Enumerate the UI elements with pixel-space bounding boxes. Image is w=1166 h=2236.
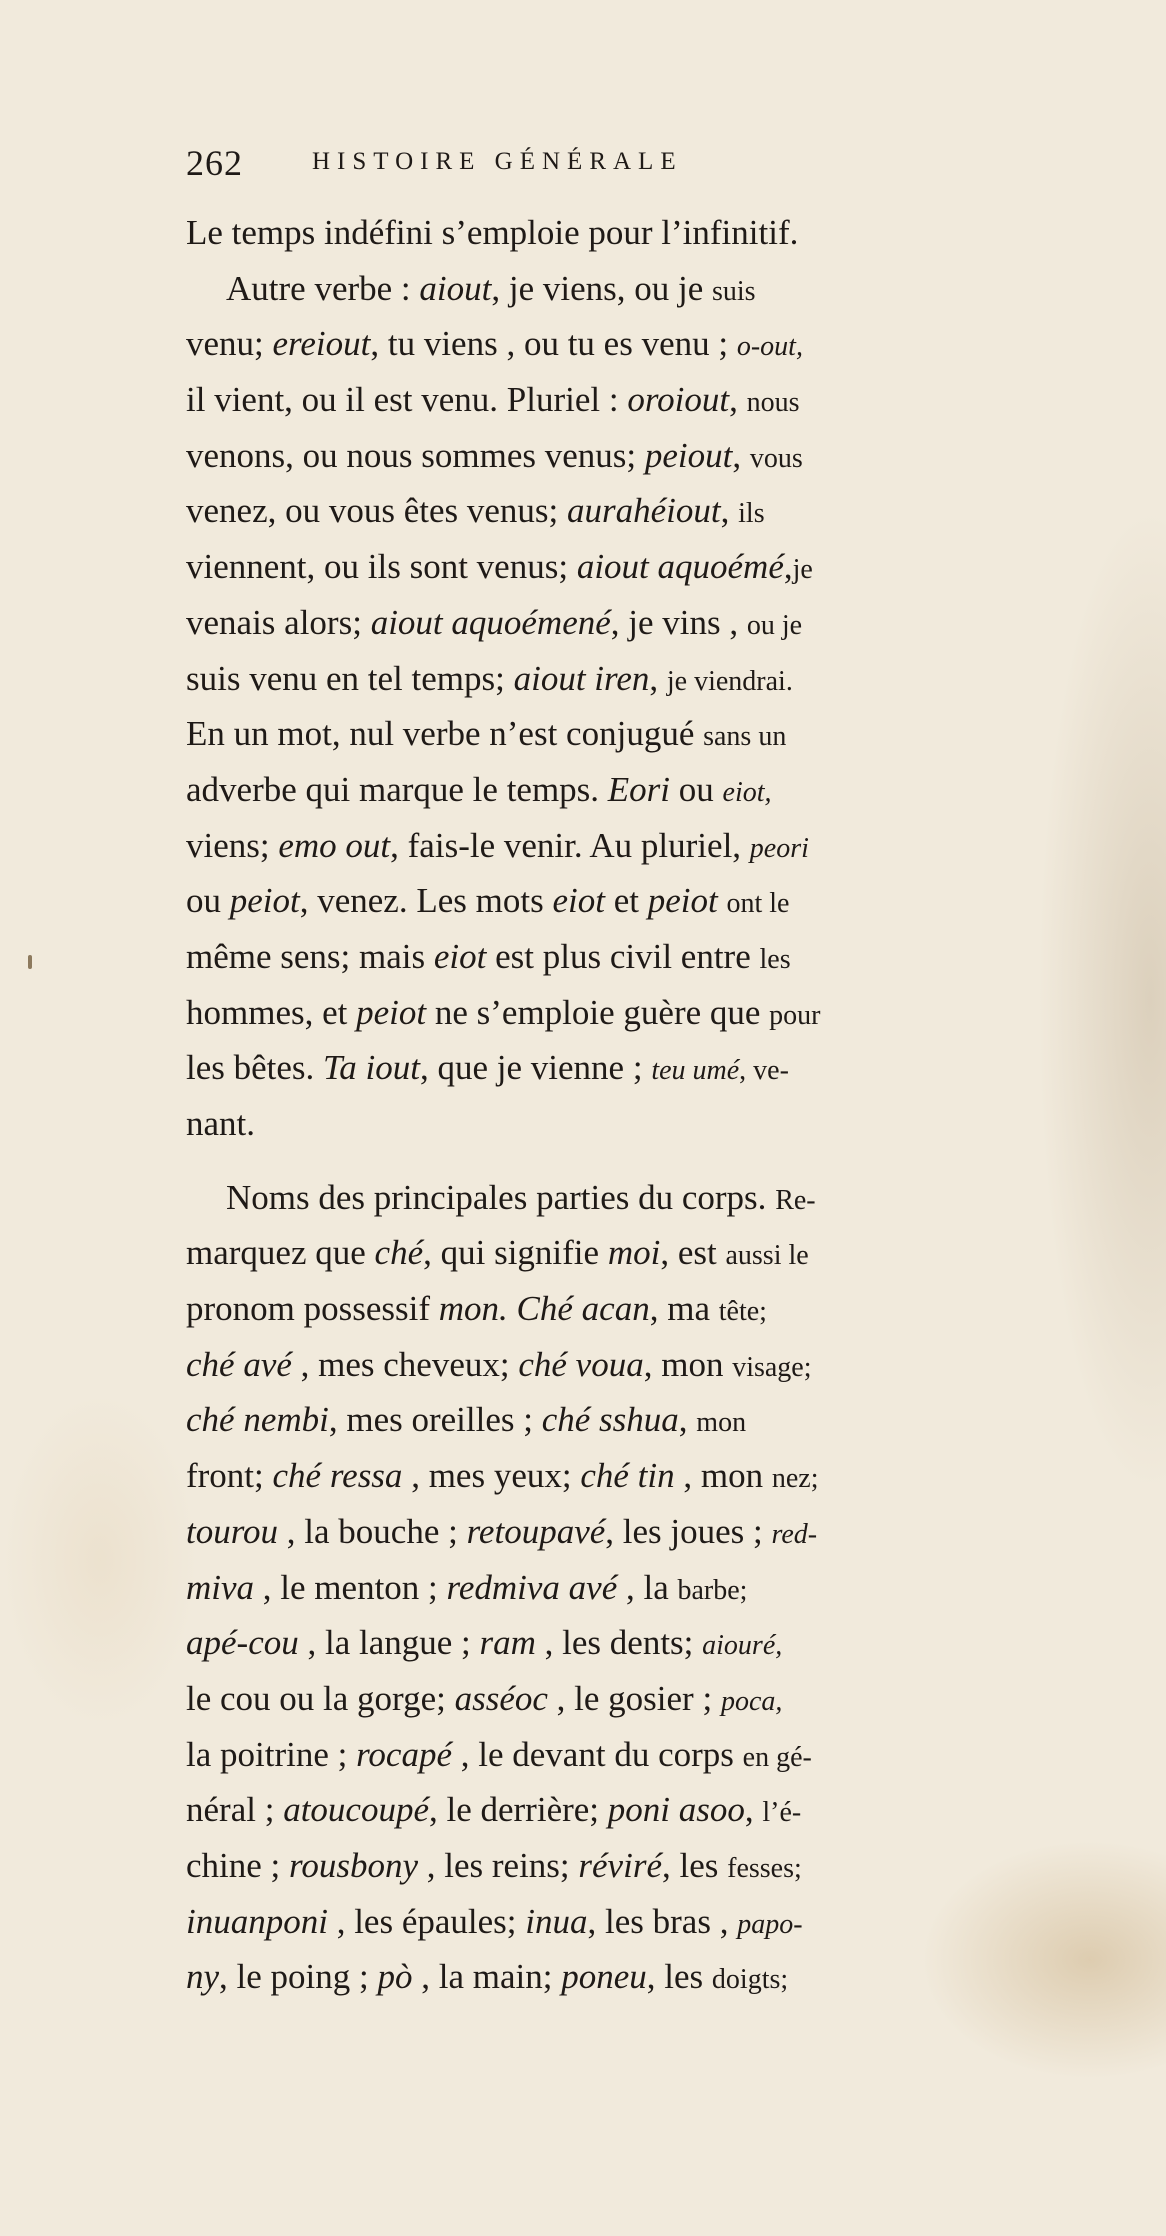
text-run: viens; (186, 825, 279, 865)
italic-term: peiot (647, 881, 718, 921)
text-run: visage; (732, 1351, 812, 1383)
text-line (186, 818, 1151, 874)
text-run: il vient, ou il est venu. Pluriel : (186, 380, 628, 420)
text-run: , (783, 547, 793, 587)
italic-term: aiouré, (702, 1630, 783, 1662)
text-line (186, 1337, 1151, 1393)
text-run: les (759, 943, 791, 975)
text-run: pronom possessif (186, 1289, 439, 1329)
italic-term: ny (186, 1957, 220, 1997)
text-run: néral ; (186, 1790, 284, 1830)
text-run: doigts; (711, 1964, 789, 1996)
text-line (186, 316, 1151, 372)
text-line (186, 539, 1151, 595)
text-run: suis (712, 275, 756, 307)
text-line (186, 1727, 1151, 1783)
text-line (186, 1392, 1151, 1448)
text-run: , les (646, 1957, 712, 1997)
text-run: même sens; mais (186, 936, 434, 976)
text-run: fesses; (727, 1852, 802, 1884)
text-run: , (649, 658, 667, 698)
italic-term: emo out (278, 825, 391, 865)
text-line (186, 929, 1151, 985)
italic-term: eiot (552, 881, 605, 921)
text-line (186, 873, 1151, 929)
text-run: barbe; (677, 1574, 748, 1606)
text-run: chine ; (186, 1845, 290, 1885)
text-line (186, 1225, 1151, 1281)
text-line (186, 205, 1151, 261)
italic-term: eiot, (722, 776, 772, 808)
text-run: , les épaules; (327, 1901, 526, 1941)
italic-term: apé-cou (186, 1623, 299, 1663)
text-run: venons, ou nous sommes venus; (186, 435, 645, 475)
italic-term: pò (377, 1957, 413, 1997)
text-line (186, 1560, 1151, 1616)
italic-term: ché ressa (272, 1456, 403, 1496)
text-run: hommes, et (186, 992, 357, 1032)
italic-term: réviré (578, 1845, 662, 1885)
text-line (186, 1504, 1151, 1560)
italic-term: aiout aquoémené (370, 602, 611, 642)
text-line (186, 1170, 1151, 1226)
italic-term: peiot (229, 881, 300, 921)
italic-term: ereiout (272, 324, 371, 364)
text-run: ou je (746, 609, 803, 641)
italic-term: aiout (419, 268, 492, 308)
text-line (186, 483, 1151, 539)
italic-term: ché (374, 1233, 424, 1273)
text-run: , les reins; (418, 1845, 579, 1885)
italic-term: poni asoo (607, 1790, 745, 1830)
page-number: 262 (186, 143, 243, 183)
text-run: nant. (186, 1104, 256, 1143)
text-run: et (604, 881, 648, 921)
text-run: nous (746, 387, 800, 419)
text-run: , je vins , (610, 602, 747, 642)
text-run: , est (660, 1233, 726, 1273)
text-run: , (720, 491, 739, 531)
italic-term: ché avé (186, 1344, 292, 1384)
text-run: ont le (726, 888, 790, 920)
text-run: viennent, ou ils sont venus; (186, 547, 577, 587)
italic-term: aiout iren (513, 658, 650, 698)
italic-term: o-out, (736, 331, 803, 363)
text-run: le cou ou la gorge; (186, 1678, 455, 1718)
text-run: , mes oreilles ; (328, 1400, 542, 1440)
text-line (186, 1782, 1151, 1838)
italic-term: papo- (737, 1908, 803, 1940)
text-run: , (744, 1790, 763, 1830)
text-run: est plus civil entre (486, 936, 760, 976)
italic-term: poneu (561, 1957, 647, 1997)
text-line (186, 985, 1151, 1041)
italic-term: asséoc (454, 1678, 548, 1718)
text-run: Re- (775, 1184, 816, 1216)
italic-term: oroiout (627, 380, 730, 420)
text-run: , le devant du corps (452, 1734, 743, 1774)
text-line (186, 1281, 1151, 1337)
text-line (186, 428, 1151, 484)
text-run: adverbe qui marque le temps. (186, 769, 608, 809)
text-line (186, 706, 1151, 762)
text-line (186, 261, 1151, 317)
text-run: , le menton ; (254, 1567, 447, 1607)
text-line (186, 372, 1151, 428)
running-title: HISTOIRE GÉNÉRALE (312, 148, 683, 175)
text-line (186, 1838, 1151, 1894)
text-run: , les (661, 1845, 728, 1885)
text-run: , que je vienne ; (420, 1048, 652, 1088)
text-run: ou (186, 881, 230, 921)
text-run: pour (769, 999, 821, 1031)
text-run: , la bouche ; (278, 1511, 467, 1551)
text-run: , ma (649, 1289, 719, 1329)
text-line (186, 1671, 1151, 1727)
text-run: marquez que (186, 1233, 375, 1273)
text-run: ils (738, 498, 765, 530)
page-header (186, 142, 946, 182)
italic-term: ché tin (580, 1456, 675, 1496)
italic-term: miva (186, 1567, 255, 1607)
body-text (186, 205, 1151, 2005)
italic-term: red- (771, 1518, 818, 1550)
italic-term: peiout (644, 435, 733, 475)
text-run: , mon (643, 1344, 733, 1384)
text-run: Autre verbe : (226, 268, 420, 308)
text-run: , les dents; (535, 1623, 703, 1663)
text-run: , venez. Les mots (299, 881, 553, 921)
italic-term: mon. Ché acan (438, 1289, 650, 1329)
text-run: front; (186, 1456, 273, 1496)
italic-term: peiot (356, 992, 427, 1032)
italic-term: eiot (433, 936, 487, 976)
italic-term: ram (479, 1623, 536, 1663)
text-run: , la (617, 1567, 678, 1607)
italic-term: ché voua (518, 1344, 644, 1384)
italic-term: redmiva avé (446, 1567, 618, 1607)
italic-term: rousbony (289, 1845, 419, 1885)
italic-term: peori (749, 832, 809, 864)
text-line (186, 1894, 1151, 1950)
text-line (186, 1040, 1151, 1096)
text-line (186, 1096, 1151, 1152)
text-run: sans un (703, 721, 787, 753)
italic-term: poca, (720, 1685, 783, 1717)
text-run: , la main; (412, 1957, 562, 1997)
text-run: , fais-le venir. Au pluriel, (390, 825, 750, 865)
ink-spot (28, 955, 32, 969)
text-run: ne s’emploie guère que (426, 992, 770, 1032)
text-run: , tu viens , ou tu es venu ; (370, 324, 737, 364)
text-run: ou (670, 769, 723, 809)
text-line (186, 1949, 1151, 2005)
text-run: , les joues ; (605, 1511, 772, 1551)
text-run: venais alors; (186, 602, 371, 642)
italic-term: inua (525, 1901, 588, 1941)
text-run: les bêtes. (186, 1048, 324, 1088)
text-run: , mes yeux; (402, 1456, 581, 1496)
text-line (186, 762, 1151, 818)
text-run: , mon (674, 1456, 772, 1496)
text-line (186, 1615, 1151, 1671)
text-run: , ve- (739, 1055, 789, 1087)
text-run: je (792, 554, 813, 586)
text-run: en gé- (742, 1741, 812, 1773)
text-run: , le derrière; (428, 1790, 608, 1830)
italic-term: moi (607, 1233, 661, 1273)
text-run: vous (749, 442, 803, 474)
italic-term: Ta iout (323, 1048, 420, 1088)
text-run: je viendrai. (666, 665, 793, 697)
italic-term: retoupavé (466, 1511, 606, 1551)
italic-term: tourou (186, 1511, 279, 1551)
text-line (186, 595, 1151, 651)
italic-term: Eori (607, 769, 671, 809)
text-run: , (732, 435, 750, 475)
text-run: venu; (186, 324, 273, 364)
text-run: En un mot, nul verbe n’est conjugué (186, 714, 704, 754)
text-run: , le gosier ; (547, 1678, 721, 1718)
text-run: , je viens, ou je (491, 268, 712, 308)
text-run: , qui signifie (423, 1233, 608, 1273)
text-run: la poitrine ; (186, 1734, 357, 1774)
text-line (186, 1448, 1151, 1504)
italic-term: ché nembi (186, 1400, 329, 1440)
text-run: Noms des principales parties du corps. (226, 1177, 776, 1217)
text-run: , mes cheveux; (291, 1344, 519, 1384)
text-run: aussi le (725, 1240, 809, 1272)
text-run: suis venu en tel temps; (186, 658, 514, 698)
italic-term: atoucoupé (283, 1790, 429, 1830)
italic-term: aiout aquoémé (576, 547, 784, 587)
italic-term: rocapé (356, 1734, 453, 1774)
text-run: mon (696, 1407, 747, 1439)
text-run: Le temps indéfini s’emploie pour l’infinitif. (186, 213, 799, 252)
italic-term: inuanponi (186, 1901, 328, 1941)
text-run: , (678, 1400, 697, 1440)
italic-term: teu umé (651, 1055, 740, 1087)
text-run: venez, ou vous êtes venus; (186, 491, 568, 531)
text-run: , le poing ; (219, 1957, 378, 1997)
italic-term: ché sshua (541, 1400, 679, 1440)
text-run: , la langue ; (298, 1623, 480, 1663)
text-run: , les bras , (587, 1901, 738, 1941)
text-run: l’é- (762, 1797, 802, 1829)
text-run: nez; (771, 1463, 819, 1495)
text-run: , (729, 380, 747, 420)
text-line (186, 651, 1151, 707)
italic-term: aurahéiout (567, 491, 721, 531)
text-run: tête; (718, 1296, 767, 1328)
